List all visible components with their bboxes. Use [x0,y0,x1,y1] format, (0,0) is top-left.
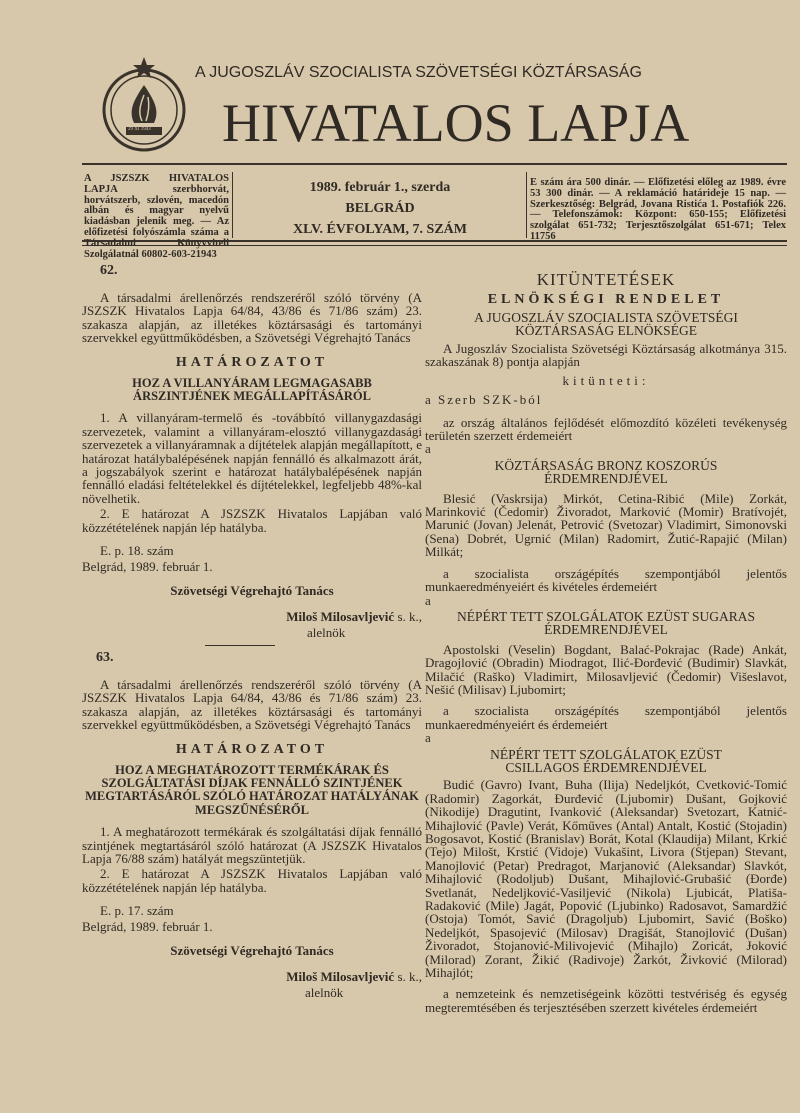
paragraph: 2. E határozat A JSZSZK Hivatalos Lapjában való közzétételének napján lép hatályba. [82,506,422,535]
signature [82,969,422,985]
left-column [82,263,422,1001]
award-reason: a szocialista országépítés szempontjából jelentős munkaeredményeiért és kivételes érdemeiért [425,565,787,595]
article-a: a [425,730,431,746]
signed-mark: s. k., [397,969,422,984]
preamble: A társadalmi árellenőrzés rendszeréről szóló törvény (A JSZSZK Hivatalos Lapja 64/84, 43/86 és 71/86 szám) 23. szakasza alapján, az illetékes köztársasági és tartományi szervekkel együttműködésben, a Szövetségi Végrehajtó Tanács [82,676,422,733]
order-name: NÉPÉRT TETT SZOLGÁLATOK EZÜST CSILLAGOS ÉRDEMRENDJÉVEL [490,746,722,775]
separator [205,645,275,646]
issue-date: 1989. február 1., szerda [309,180,451,195]
signature [82,609,422,625]
emblem-date: 29 XI 1943 [128,127,151,132]
award-reason: a szocialista országépítés szempontjából jelentős munkaeredményeiért és érdemeiért [425,703,787,732]
issue-volume: XLV. ÉVFOLYAM, 7. SZÁM [292,222,467,237]
order-name: NÉPÉRT TETT SZOLGÁLATOK EZÜST SUGARAS ÉRDEMRENDJÉVEL [457,608,755,638]
reference-number: E. p. 17. szám [100,903,174,919]
right-column [425,270,787,1014]
reference-number: E. p. 18. szám [100,543,174,559]
divider [526,172,527,238]
recipients-list: Budić (Gavro) Ivant, Buha (Ilija) Nedeljkót, Cvetković-Tomić (Radomir) Zagorkát, Đurđević (Ljubomir) Dušant, Gojković (Nikodije) Dragutint, Ivanković (Aleksandar) Svetozart, Katnić-Mihajlović (Pavle) Verát, Kőműves (Antal) Antalt, Kostić (Stojadin) Bogosavot, Kostić (Branislav) Borát, Kotal (Klaudija) Milant, Krkić (Tejo) Milošt, Krstić (Vidoje) Vukašint, Livora (Stjepan) Stevant, Manojlović (Petar) Predragot, Marjanović (Aleksandar) Slavkót, Mihajlović (Rodoljub) Dušant, Mihajlović-Grubašić (Đorđe) Svetlanát, Nedeljković-Vasiljević (Nikola) Ljubicát, Platiša-Radaković (Mile) Jagát, Popović (Ljubinko) Radosavot, Samardžić (Ostoja) Tomót, Savić (Dragoljub) Ljubomirt, Savić (Boško) Nedeljkót, Spasojević (Milosav) Dragišát, Stanojlović (Dušan) Živoradot, Stojanović-Milivojević (Mihajlo) Zoricát, Ɉoković (Milorad) Zorant, Žikić (Radivoje) Žarkót, Živković (Milorad) Mihajlót; [425,777,787,981]
legal-basis: A Jugoszláv Szocialista Szövetségi Köztársaság alkotmánya 315. szakaszának 8) pontja alapján [425,340,787,370]
masthead-title: HIVATALOS LAPJA [222,93,690,153]
awards-label: kitünteti: [562,372,650,388]
decision-heading: HOZ A VILLANYÁRAM LEGMAGASABB ÁRSZINTJÉNEK MEGÁLLAPÍTÁSÁRÓL [132,375,372,404]
issuing-body: Szövetségi Végrehajtó Tanács [170,582,334,598]
recipients-list: Blesić (Vaskrsija) Mirkót, Cetina-Ribić (Mile) Zorkát, Marinković (Čedomir) Živoradot, Marković (Momir) Bratívojét, Marunić (Jovan) Jelenát, Petrović (Svetozar) Vladimirt, Simonovski (Sena) Dobrét, Ugrnić (Milan) Radomirt, Žutić-Rapajić (Milan) Milkát; [425,490,787,560]
article-a: a [425,441,431,457]
article-number: 62. [100,263,118,278]
signed-mark: s. k., [397,608,422,624]
state-emblem [98,55,190,155]
article-a: a [425,592,431,608]
divider [82,163,787,165]
place-date: Belgrád, 1989. február 1. [82,558,213,574]
decree-title: ELNÖKSÉGI RENDELET [487,292,725,307]
recipients-list: Apostolski (Veselin) Bogdant, Balać-Pokrajac (Rade) Ankát, Dragojlović (Obradin) Miodragot, Ilić-Đorđević (Budimir) Slavkát, Milačić (Raško) Vladimirt, Milosavljević (Čedomir) Višeslavot, Nešić (Milisav) Ljubomirt; [425,641,787,697]
award-reason: az ország általános fejlődését előmozdító közéleti tevékenység területén szerzett érdemeiért [425,414,787,444]
order-name: KÖZTÁRSASÁG BRONZ KOSZORÚS ÉRDEMRENDJÉVEL [494,457,718,487]
issuer: A JUGOSZLÁV SZOCIALISTA SZÖVETSÉGI KÖZTÁRSASÁG ELNÖKSÉGE [474,310,738,339]
preamble: A társadalmi árellenőrzés rendszeréről szóló törvény (A JSZSZK Hivatalos Lapja 64/84, 43/86 és 71/86 szám) 23. szakasza alapján, az illetékes köztársasági és tartományi szervekkel együttműködésben, a Szövetségi Végrehajtó Tanács [82,290,422,346]
subscription-info: E szám ára 500 dinár. — Előfizetési előleg az 1989. évre 53 300 dinár. — A reklamáció határideje 15 nap. — Szerkesztőség: Belgrád, Jovana Ristića 1. Postafiók 226. — Telefonszámok: Központ: 650-155; Előfizetési szolgálat 651-732; Terjesztőszolgálat 651-671; Telex 11756 [530,177,786,242]
masthead-subtitle: A JUGOSZLÁV SZOCIALISTA SZÖVETSÉGI KÖZTÁRSASÁG [195,64,642,81]
award-reason: a nemzeteink és nemzetiségeink közötti testvériség és egység megteremtésében és terjesztésében szerzett kivételes érdemeiért [425,986,787,1015]
republic-label: a Szerb SZK-ból [425,391,543,407]
issue-place: BELGRÁD [345,201,415,216]
decision-heading: HOZ A MEGHATÁROZOTT TERMÉKÁRAK ÉS SZOLGÁLTATÁSI DÍJAK FENNÁLLÓ SZINTJÉNEK MEGTARTÁSÁRÓL SZÓLÓ HATÁROZAT HATÁLYÁNAK MEGSZŰNÉSÉRŐL [85,762,419,817]
decision-title: HATÁROZATOT [175,354,329,370]
signer-role: alelnök [305,985,344,1000]
place-date: Belgrád, 1989. február 1. [82,918,213,934]
signer-name: Miloš Milosavljević [286,969,395,984]
signer-role: alelnök [307,624,346,640]
paragraph: 1. A villanyáram-termelő és -továbbító villanygazdasági szervezetek, valamint a villanyáram-elosztó villanygazdasági szervezetek a villanyáramnak a díjtételek alapján megállapított, e határozat hatálybalépésének napján fennálló és alkalmazott árát, a jogszabályok szerint e határozat hatálybalépésének napján fennálló eladási feltételekkel és díjtételekkel, legfeljebb 48%-kal növelhetik. [82,410,422,506]
divider [232,172,233,238]
issuing-body: Szövetségi Végrehajtó Tanács [170,943,334,958]
paragraph: 2. E határozat A JSZSZK Hivatalos Lapjában való közzétételének napján lép hatályba. [82,866,422,895]
decision-title: HATÁROZATOT [175,741,329,757]
signer-name: Miloš Milosavljević [286,608,395,624]
emblem-icon [98,55,190,155]
section-title: KITÜNTETÉSEK [536,270,676,289]
publication-info: A JSZSZK HIVATALOS LAPJA szerbhorvát, horvátszerb, szlovén, macedón albán és magyar nyelvű kiadásban jelenik meg. — Az előfizetési folyószámla száma a Társadalmi Könyvviteli Szolgálatnál 60802-603-21943 [84,173,229,260]
paragraph: 1. A meghatározott termékárak és szolgáltatási díjak fennálló szintjének megtartásáról szóló határozat (A JSZSZK Hivatalos Lapja 76/88 szám) hatályát megszüntetjük. [82,824,422,866]
article-number: 63. [96,649,114,665]
